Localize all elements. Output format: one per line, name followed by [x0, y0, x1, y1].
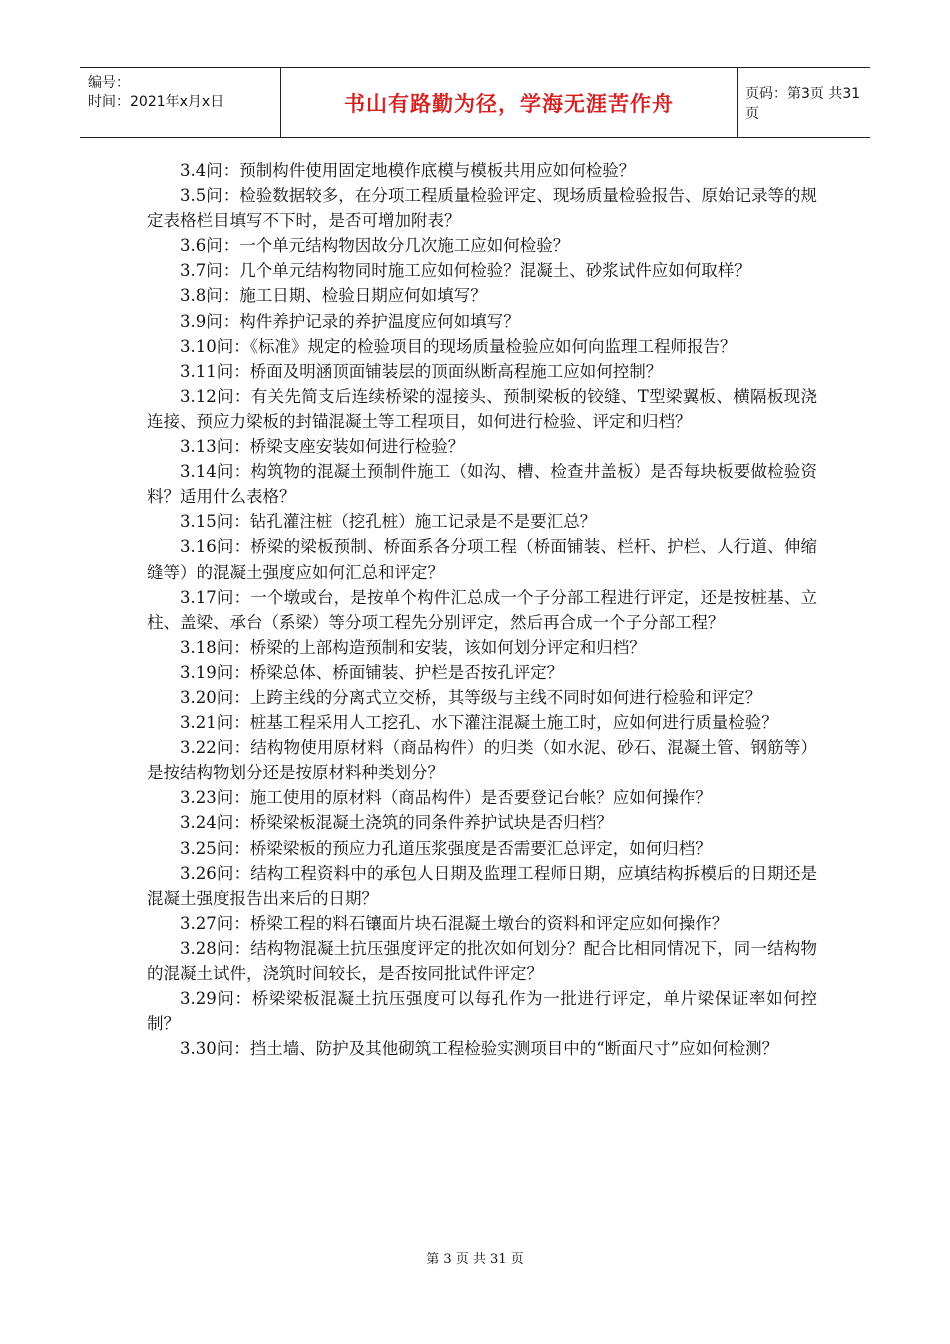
- question-item: 3.21问：桩基工程采用人工挖孔、水下灌注混凝土施工时，应如何进行质量检验？: [180, 713, 778, 733]
- question-item: 3.13问：桥梁支座安装如何进行检验？: [180, 437, 465, 457]
- question-item: 3.30问：挡土墙、防护及其他砌筑工程检验实测项目中的“断面尺寸”应如何检测？: [180, 1039, 779, 1059]
- question-item: 3.8问：施工日期、检验日期应何如填写？: [180, 286, 487, 306]
- document-number-label: 编号：: [88, 75, 130, 91]
- question-item: 3.20问：上跨主线的分离式立交桥，其等级与主线不同时如何进行检验和评定？: [180, 687, 762, 707]
- question-item: 3.6问：一个单元结构物因故分几次施工应如何检验？: [180, 236, 570, 256]
- question-item: 3.10问：《标准》规定的检验项目的现场质量检验应如何向监理工程师报告？: [180, 336, 737, 356]
- question-item: 3.9问：构件养护记录的养护温度应何如填写？: [180, 311, 520, 331]
- question-item: 3.26问：结构工程资料中的承包人日期及监理工程师日期，应填结构拆模后的日期还是混凝土强度报告出来后的日期？: [147, 863, 817, 908]
- question-item: 3.28问：结构物混凝土抗压强度评定的批次如何划分？配合比相同情况下，同一结构物的混凝土试件，浇筑时间较长，是否按同批试件评定？: [147, 938, 817, 983]
- question-item: 3.11问：桥面及明涵顶面铺装层的顶面纵断高程施工应如何控制？: [180, 361, 663, 381]
- question-item: 3.22问：结构物使用原材料（商品构件）的归类（如水泥、砂石、混凝土管、钢筋等）是按结构物划分还是按原材料种类划分？: [147, 738, 817, 783]
- question-item: 3.18问：桥梁的上部构造预制和安装，该如何划分评定和归档？: [180, 637, 646, 657]
- question-item: 3.29问：桥梁梁板混凝土抗压强度可以每孔作为一批进行评定，单片梁保证率如何控制？: [147, 989, 817, 1034]
- page-footer: 第 3 页 共 31 页: [426, 1252, 524, 1267]
- question-item: 3.15问：钻孔灌注桩（挖孔桩）施工记录是不是要汇总？: [180, 512, 597, 532]
- question-item: 3.17问：一个墩或台，是按单个构件汇总成一个子分部工程进行评定，还是按桩基、立柱、盖梁、承台（系梁）等分项工程先分别评定，然后再合成一个子分部工程？: [147, 587, 817, 632]
- question-list: [147, 158, 817, 1061]
- question-item: 3.19问：桥梁总体、桥面铺装、护栏是否按孔评定？: [180, 662, 564, 682]
- question-item: 3.25问：桥梁梁板的预应力孔道压浆强度是否需要汇总评定，如何归档？: [180, 838, 712, 858]
- header-meta: [80, 68, 280, 137]
- question-item: 3.23问：施工使用的原材料（商品构件）是否要登记台帐？应如何操作？: [180, 788, 712, 808]
- header-motto: 书山有路勤为径，学海无涯苦作舟: [344, 91, 674, 116]
- question-item: 3.16问：桥梁的梁板预制、桥面系各分项工程（桥面铺装、栏杆、护栏、人行道、伸缩缝等）的混凝土强度应如何汇总和评定？: [147, 537, 817, 582]
- question-item: 3.24问：桥梁梁板混凝土浇筑的同条件养护试块是否归档？: [180, 813, 613, 833]
- document-date: 时间：2021年x月x日: [88, 94, 225, 110]
- question-item: 3.7问：几个单元结构物同时施工应如何检验？混凝土、砂浆试件应如何取样？: [180, 261, 751, 281]
- question-item: 3.4问：预制构件使用固定地模作底模与模板共用应如何检验？: [180, 161, 636, 180]
- header-page-info: 页码：第3页 共31页: [745, 85, 861, 122]
- question-item: 3.12问：有关先简支后连续桥梁的湿接头、预制梁板的铰缝、T型梁翼板、横隔板现浇连接、预应力梁板的封锚混凝土等工程项目，如何进行检验、评定和归档？: [147, 386, 817, 431]
- question-item: 3.5问：检验数据较多，在分项工程质量检验评定、现场质量检验报告、原始记录等的规定表格栏目填写不下时，是否可增加附表？: [147, 186, 817, 231]
- question-item: 3.14问：构筑物的混凝土预制件施工（如沟、槽、检查井盖板）是否每块板要做检验资料？适用什么表格？: [147, 462, 817, 507]
- header-motto-cell: [280, 68, 738, 137]
- page-header: [80, 67, 870, 138]
- question-item: 3.27问：桥梁工程的料石镶面片块石混凝土墩台的资料和评定应如何操作？: [180, 913, 729, 933]
